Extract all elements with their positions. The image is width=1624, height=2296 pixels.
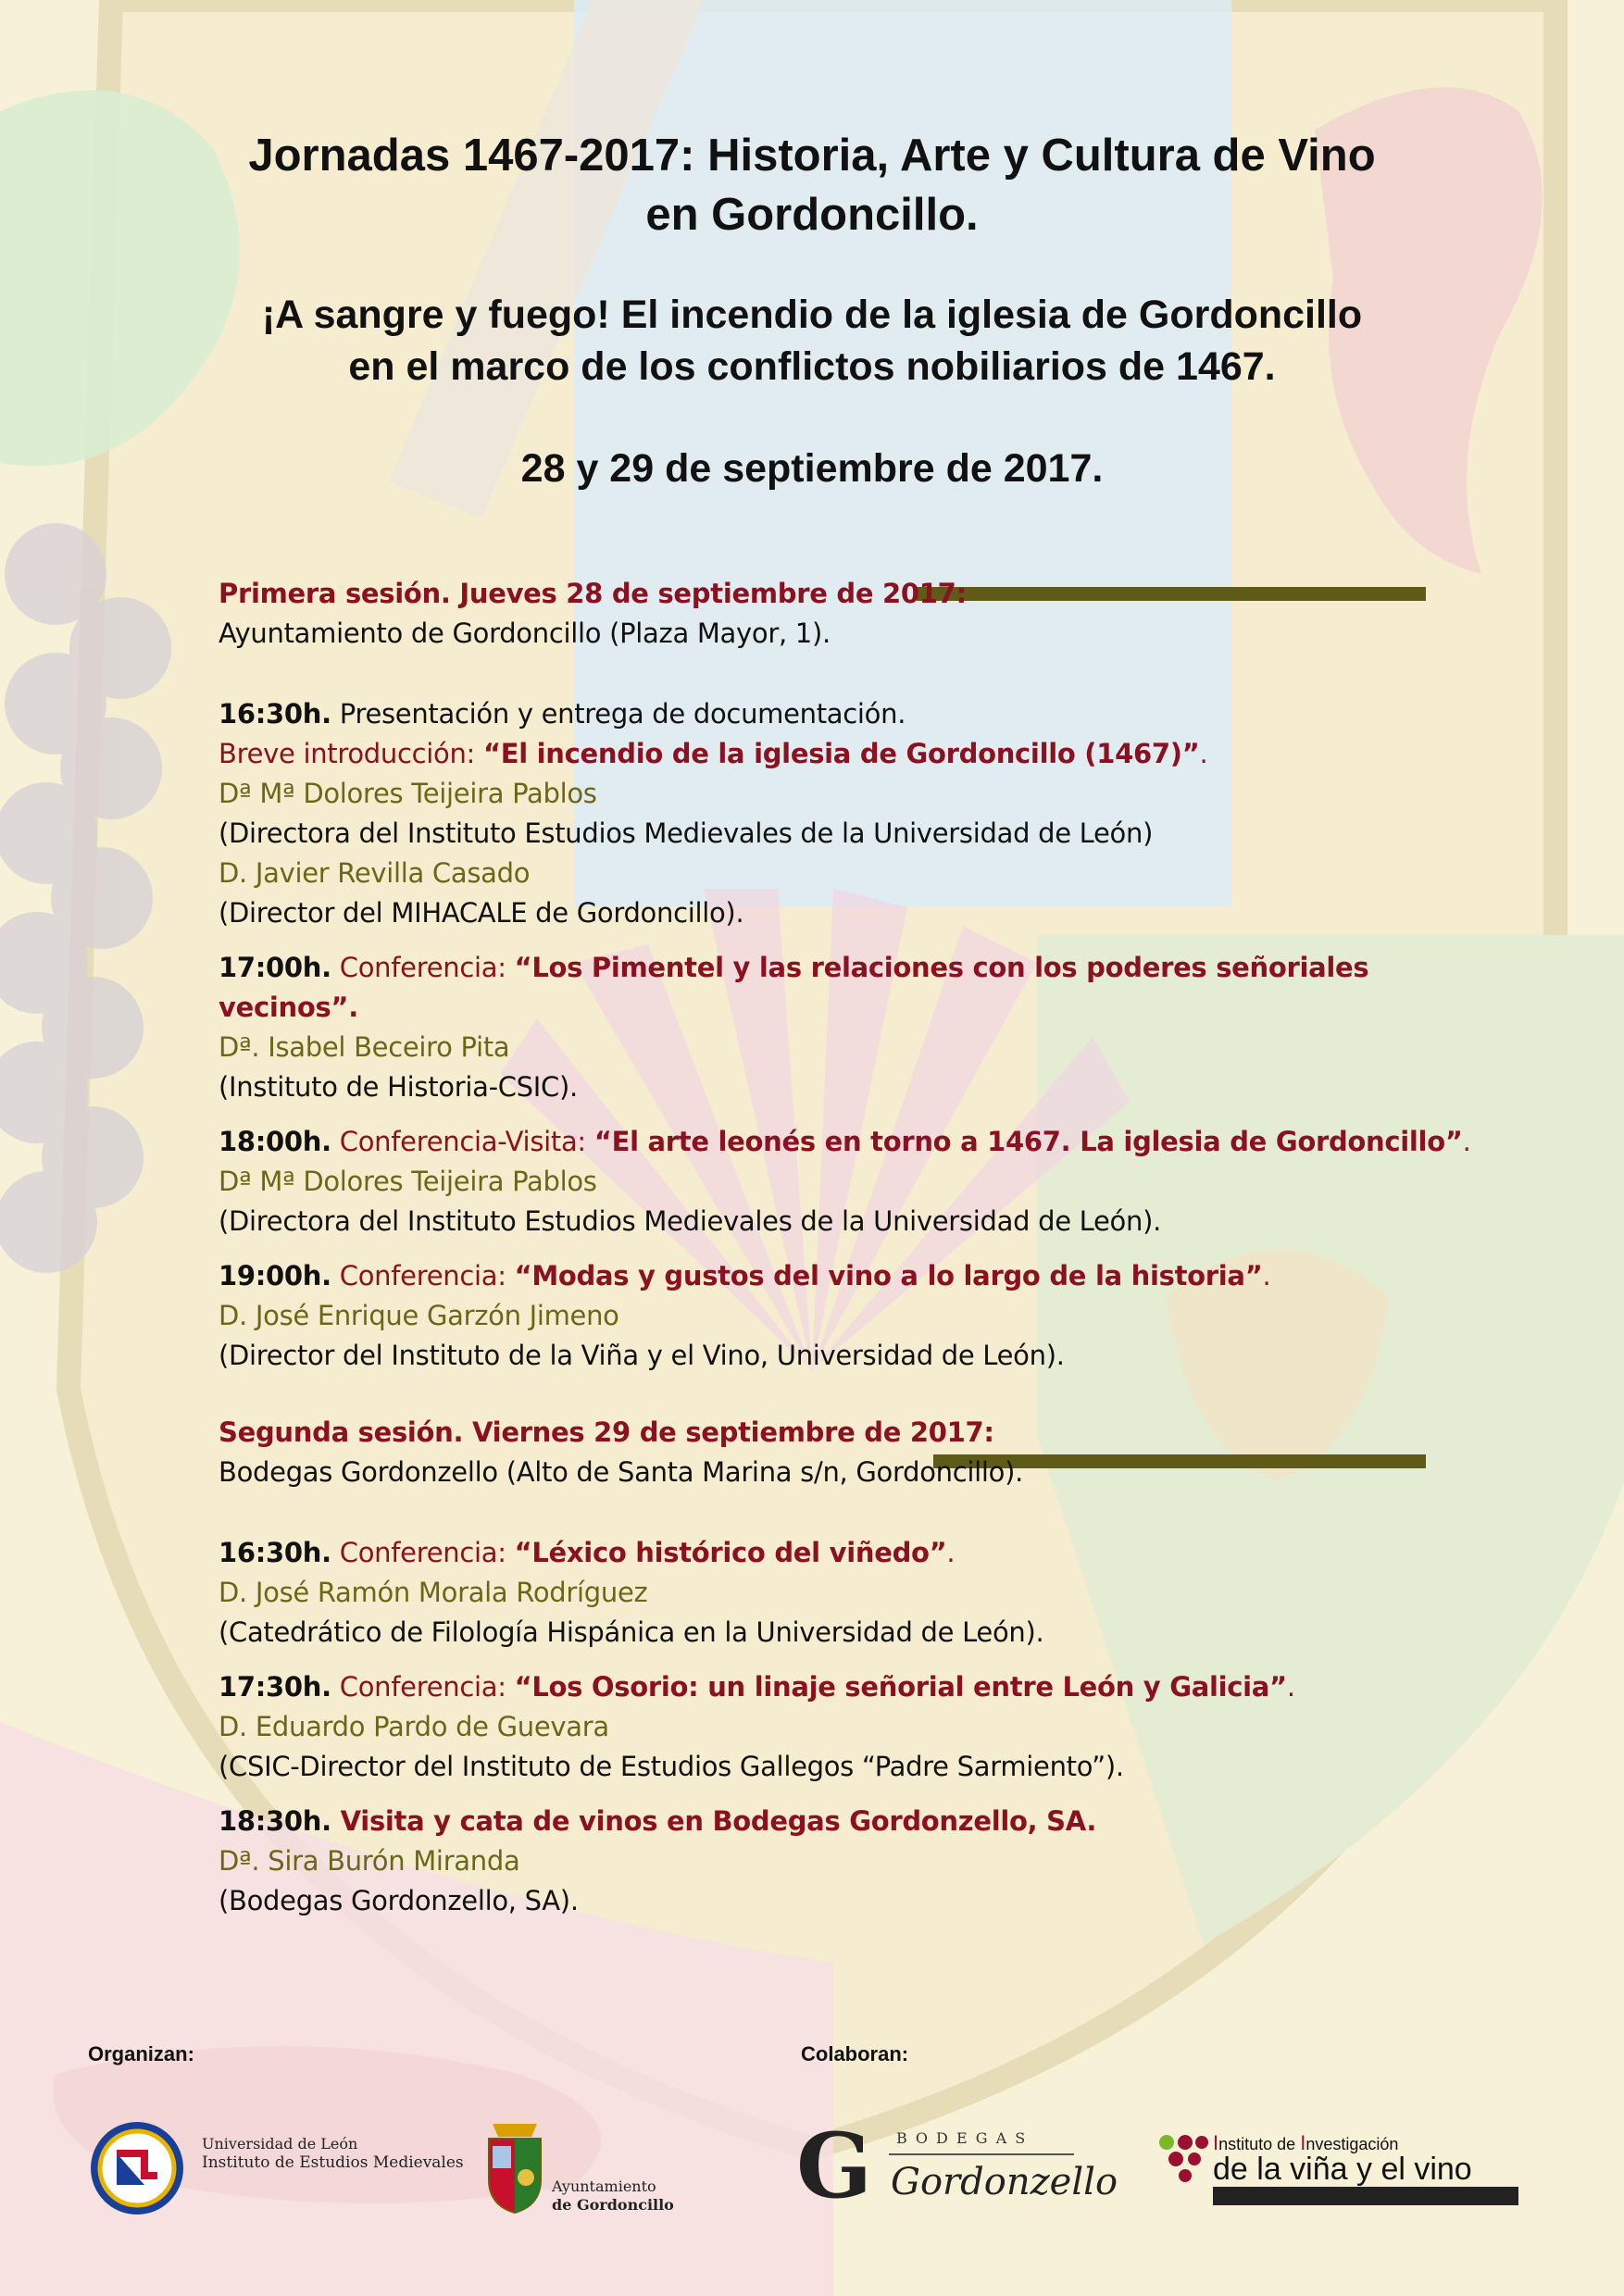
- item-1630-presentation: [219, 694, 1431, 734]
- ayto-line1: Ayuntamiento: [552, 2177, 656, 2195]
- bodegas-initial: G: [796, 2114, 872, 2218]
- event-title: [0, 126, 1624, 244]
- ayuntamiento-text: [552, 2177, 674, 2215]
- ule-logo-icon: [89, 2120, 185, 2216]
- item-title-cont: vecinos”.: [219, 992, 358, 1023]
- intro-label: Breve introducción:: [219, 738, 483, 769]
- session2-heading: Segunda sesión. Viernes 29 de septiembre de 2017:: [219, 1416, 994, 1448]
- ayuntamiento-crest-icon: [483, 2113, 546, 2216]
- intro-end: .: [1199, 738, 1208, 769]
- ivv-word: nstituto de: [1218, 2135, 1301, 2153]
- ivv-letter: I: [1213, 2131, 1219, 2154]
- speaker-role: (Director del Instituto de la Viña y el Vino, Universidad de León).: [219, 1340, 1065, 1371]
- item-label: Conferencia:: [331, 952, 515, 983]
- item-1800-visit: [219, 1122, 1471, 1162]
- item-1830-tasting: [219, 1802, 1431, 1841]
- grapes-logo-icon: [1157, 2133, 1209, 2192]
- speaker-role: (Instituto de Historia-CSIC).: [219, 1071, 578, 1103]
- ule-text: [202, 2135, 464, 2172]
- item-end: .: [1262, 1260, 1271, 1292]
- speaker: D. Eduardo Pardo de Guevara: [219, 1711, 609, 1742]
- item-title: “Modas y gustos del vino a lo largo de la historia”: [514, 1260, 1263, 1292]
- item-label: Conferencia-Visita:: [331, 1126, 594, 1157]
- speaker-role: (Directora del Instituto Estudios Medievales de la Universidad de León): [219, 817, 1154, 849]
- item-time: 17:00h.: [219, 952, 331, 983]
- speaker: D. José Ramón Morala Rodríguez: [219, 1577, 648, 1608]
- item-time: 16:30h.: [219, 698, 331, 730]
- session1-venue: Ayuntamiento de Gordoncillo (Plaza Mayor, 1).: [219, 618, 831, 649]
- item-time: 16:30h.: [219, 1537, 331, 1568]
- collaborators-label: Colaboran:: [801, 2042, 909, 2065]
- item-time: 19:00h.: [219, 1260, 331, 1292]
- event-subtitle-line1: ¡A sangre y fuego! El incendio de la iglesia de Gordoncillo: [261, 293, 1363, 337]
- item-title: “El arte leonés en torno a 1467. La iglesia de Gordoncillo”: [593, 1126, 1463, 1157]
- ule-line1: Universidad de León: [202, 2135, 358, 2152]
- bodegas-name: Gordonzello: [891, 2161, 1118, 2203]
- bodegas-small: B O D E G A S: [896, 2129, 1028, 2147]
- item-time: 18:30h.: [219, 1805, 331, 1837]
- event-subtitle: [0, 289, 1624, 393]
- speaker-role: (Catedrático de Filología Hispánica en la Universidad de León).: [219, 1616, 1044, 1648]
- bodegas-rule: [889, 2153, 1074, 2155]
- item-title: “Los Pimentel y las relaciones con los poderes señoriales: [514, 952, 1369, 983]
- ivv-word: nvestigación: [1305, 2135, 1399, 2153]
- ule-line2: Instituto de Estudios Medievales: [202, 2153, 464, 2172]
- item-intro: [219, 734, 1431, 774]
- event-dates: 28 y 29 de septiembre de 2017.: [520, 446, 1104, 491]
- speaker-role: (Directora del Instituto Estudios Medievales de la Universidad de León).: [219, 1205, 1162, 1237]
- speaker: Dª Mª Dolores Teijeira Pablos: [219, 1166, 597, 1197]
- speaker-role: (Director del MIHACALE de Gordoncillo).: [219, 897, 744, 929]
- item-label: Conferencia:: [331, 1671, 515, 1703]
- item-end: .: [1286, 1671, 1295, 1703]
- speaker: Dª Mª Dolores Teijeira Pablos: [219, 778, 597, 809]
- event-subtitle-line2: en el marco de los conflictos nobiliarios de 1467.: [348, 344, 1276, 389]
- intro-title: “El incendio de la iglesia de Gordoncillo (1467)”: [482, 738, 1200, 769]
- speaker: Dª. Isabel Beceiro Pita: [219, 1031, 510, 1063]
- item-1700-conference: [219, 948, 1431, 988]
- event-title-line1: Jornadas 1467-2017: Historia, Arte y Cultura de Vino: [248, 131, 1376, 181]
- ayto-line2: de Gordoncillo: [552, 2196, 674, 2214]
- ivv-line2: de la viña y el vino: [1213, 2152, 1472, 2187]
- speaker: Dª. Sira Burón Miranda: [219, 1845, 520, 1877]
- item-end: .: [1462, 1126, 1471, 1157]
- event-title-line2: en Gordoncillo.: [645, 190, 979, 240]
- item-title: “Los Osorio: un linaje señorial entre León y Galicia”: [514, 1671, 1287, 1703]
- item-1900-conference: [219, 1256, 1431, 1296]
- item-time: 18:00h.: [219, 1126, 331, 1157]
- item-1630-conference: [219, 1533, 1431, 1573]
- ivv-underbar: [1213, 2187, 1518, 2205]
- item-title: Visita y cata de vinos en Bodegas Gordonzello, SA.: [331, 1805, 1097, 1837]
- speaker: D. Javier Revilla Casado: [219, 857, 531, 889]
- item-time: 17:30h.: [219, 1671, 331, 1703]
- item-end: .: [946, 1537, 956, 1568]
- speaker-role: (Bodegas Gordonzello, SA).: [219, 1885, 579, 1916]
- item-label: Conferencia:: [331, 1260, 515, 1292]
- item-text: Presentación y entrega de documentación.: [331, 698, 906, 730]
- program: [219, 574, 1471, 1921]
- speaker-role: (CSIC-Director del Instituto de Estudios Gallegos “Padre Sarmiento”).: [219, 1751, 1124, 1782]
- speaker: D. José Enrique Garzón Jimeno: [219, 1300, 619, 1331]
- ivv-letter: I: [1300, 2131, 1306, 2154]
- item-1730-conference: [219, 1667, 1431, 1707]
- item-label: Conferencia:: [331, 1537, 515, 1568]
- organizers-label: Organizan:: [88, 2042, 194, 2065]
- session1-heading: Primera sesión. Jueves 28 de septiembre de 2017:: [219, 578, 967, 609]
- session2-venue: Bodegas Gordonzello (Alto de Santa Marina s/n, Gordoncillo).: [219, 1456, 1024, 1488]
- item-title: “Léxico histórico del viñedo”: [514, 1537, 947, 1568]
